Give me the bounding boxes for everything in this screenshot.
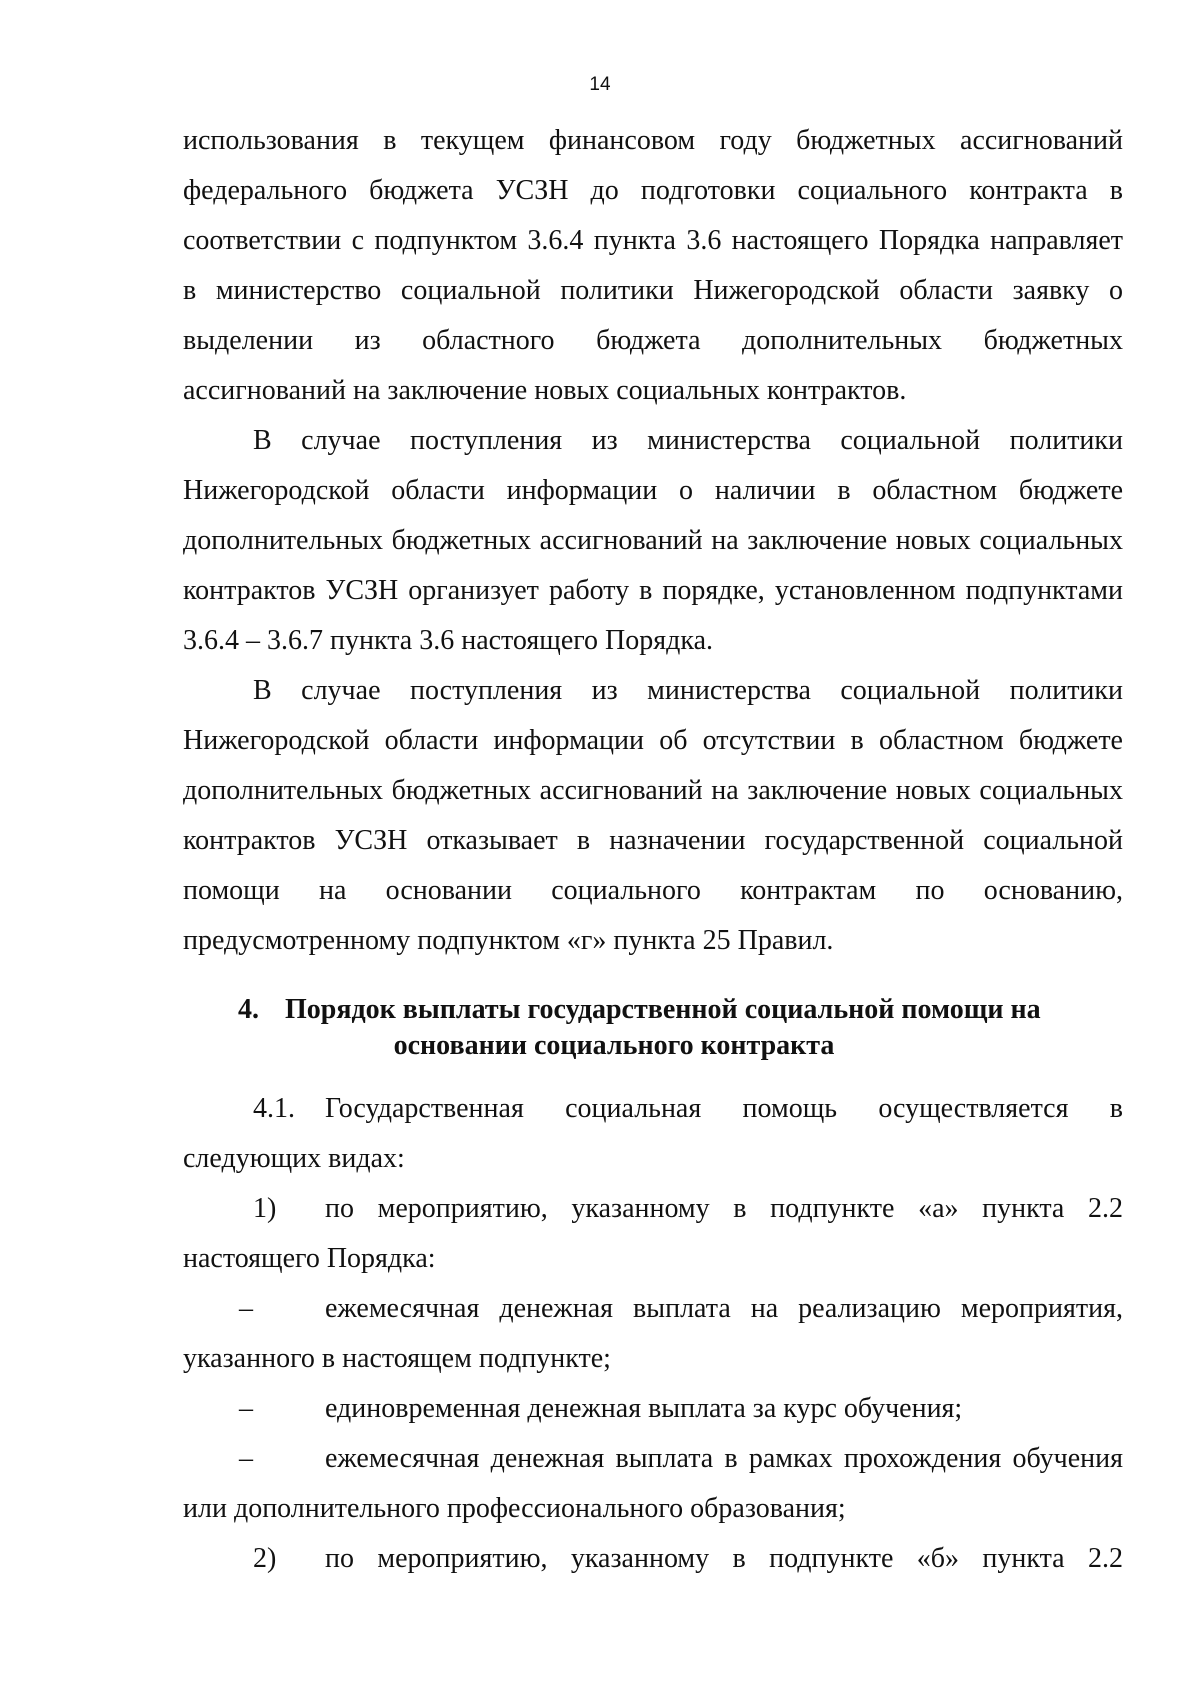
section-title-part-1: Порядок выплаты государственной социальной помощи на (285, 994, 1041, 1025)
page-number: 14 (589, 74, 611, 95)
list-item-1 (183, 1184, 1123, 1284)
text-line: предусмотренному подпунктом «г» пункта 25 Правил. (183, 925, 834, 956)
dash-list-item (183, 1384, 1123, 1434)
text-line: Нижегородской области информации об отсутствии в областном бюджете (183, 725, 1123, 756)
text-line: в министерство социальной политики Нижегородской области заявку о (183, 275, 1123, 306)
text-line: дополнительных бюджетных ассигнований на заключение новых социальных (183, 775, 1123, 806)
paragraph-continuation (183, 116, 1123, 416)
text-line: выделении из областного бюджета дополнительных бюджетных (183, 325, 1123, 356)
clause-4-1 (183, 1084, 1123, 1184)
text-line: ежемесячная денежная выплата на реализацию мероприятия, (325, 1293, 1123, 1324)
section-number: 4. (238, 994, 259, 1025)
dash-mark: – (239, 1393, 253, 1424)
text-line: 3.6.4 – 3.6.7 пункта 3.6 настоящего Порядка. (183, 625, 713, 656)
section-heading (183, 992, 1123, 1064)
dash-mark: – (239, 1443, 253, 1474)
text-line: или дополнительного профессионального образования; (183, 1493, 846, 1524)
text-line: указанного в настоящем подпункте; (183, 1343, 611, 1374)
text-line: соответствии с подпунктом 3.6.4 пункта 3.6 настоящего Порядка направляет (183, 225, 1123, 256)
text-line: помощи на основании социального контрактам по основанию, (183, 875, 1123, 906)
text-line: Государственная социальная помощь осуществляется в (325, 1093, 1123, 1124)
text-line: ассигнований на заключение новых социальных контрактов. (183, 375, 907, 406)
text-line: по мероприятию, указанному в подпункте «а» пункта 2.2 (325, 1193, 1123, 1224)
text-line: Нижегородской области информации о наличии в областном бюджете (183, 475, 1123, 506)
spacer (183, 1064, 1123, 1084)
list-number: 1) (253, 1193, 277, 1224)
text-line: В случае поступления из министерства социальной политики (253, 425, 1123, 456)
section-title-part-2: основании социального контракта (393, 1030, 835, 1061)
text-line: следующих видах: (183, 1143, 405, 1174)
list-item-2 (183, 1534, 1123, 1584)
document-body (183, 116, 1123, 1584)
text-line: контрактов УСЗН организует работу в порядке, установленном подпунктами (183, 575, 1123, 606)
text-line: по мероприятию, указанному в подпункте «б» пункта 2.2 (325, 1543, 1123, 1574)
text-line: федерального бюджета УСЗН до подготовки социального контракта в (183, 175, 1123, 206)
section-heading-line-1 (183, 992, 1123, 1028)
text-line: ежемесячная денежная выплата в рамках прохождения обучения (325, 1443, 1123, 1474)
spacer (183, 966, 1123, 992)
paragraph-funds-absent (183, 666, 1123, 966)
clause-number: 4.1. (253, 1093, 295, 1124)
dash-mark: – (239, 1293, 253, 1324)
text-line: настоящего Порядка: (183, 1243, 436, 1274)
dash-list-item (183, 1434, 1123, 1534)
text-line: использования в текущем финансовом году бюджетных ассигнований (183, 125, 1123, 156)
text-line: дополнительных бюджетных ассигнований на заключение новых социальных (183, 525, 1123, 556)
paragraph-funds-available (183, 416, 1123, 666)
text-line: контрактов УСЗН отказывает в назначении государственной социальной (183, 825, 1123, 856)
text-line: единовременная денежная выплата за курс обучения; (325, 1393, 963, 1424)
dash-list-item (183, 1284, 1123, 1384)
text-line: В случае поступления из министерства социальной политики (253, 675, 1123, 706)
list-number: 2) (253, 1543, 277, 1574)
